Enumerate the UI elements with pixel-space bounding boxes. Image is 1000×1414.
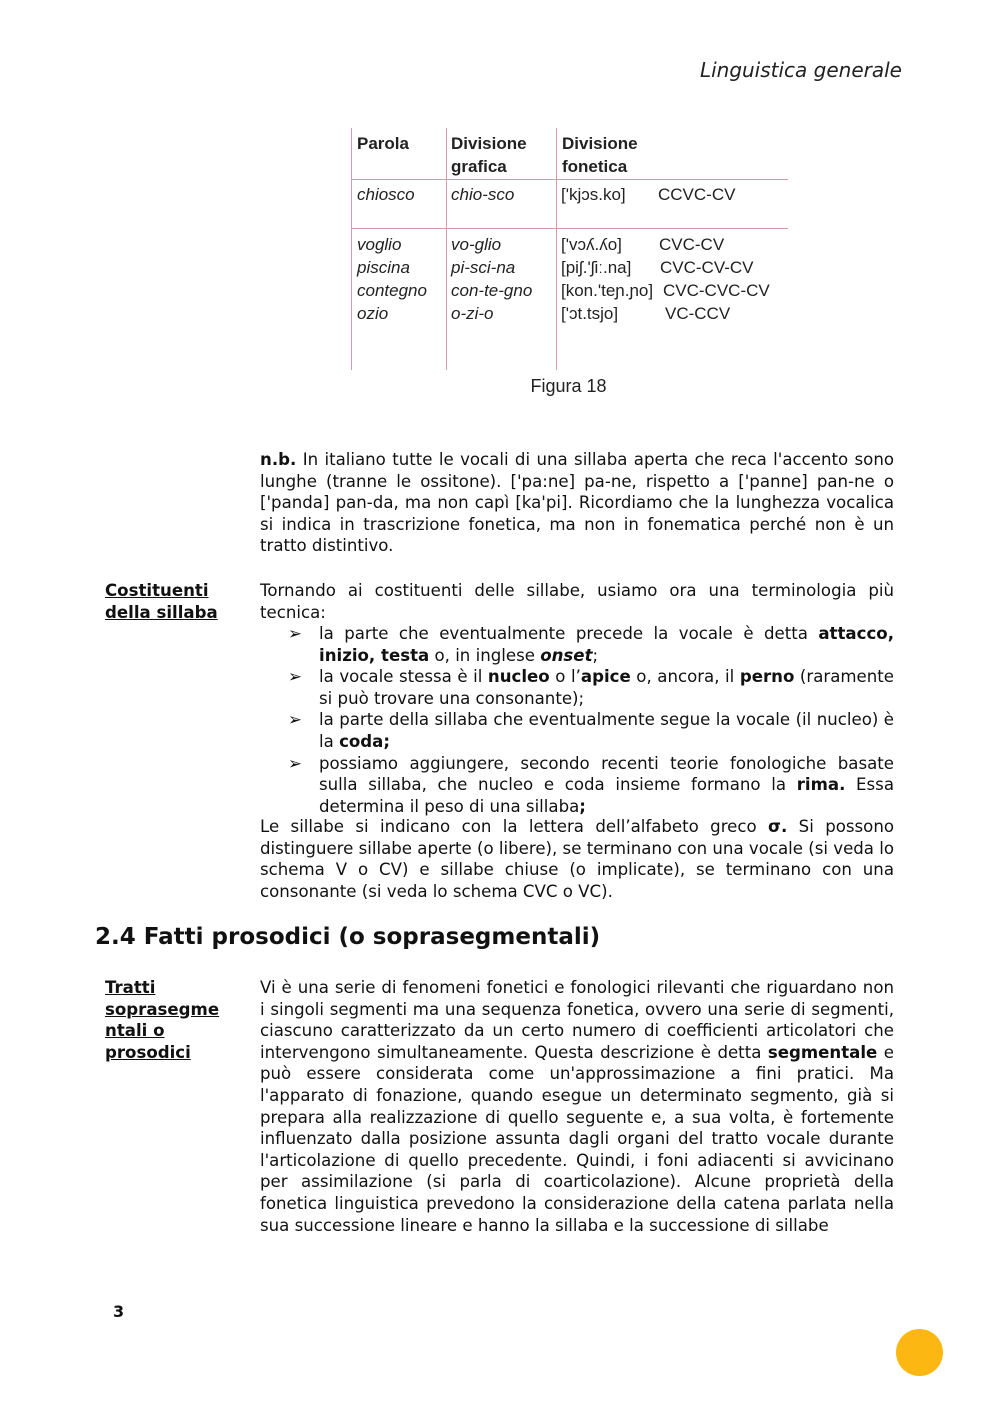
syllable-division-figure [350,128,788,370]
table-divider [556,128,557,370]
list-item: ➢ la parte che eventualmente precede la vocale è detta attacco, inizio, testa o, in inglese onset; [288,624,894,665]
page-number: 3 [113,1302,125,1321]
table-cell-graphic: pi-sci-na [451,258,516,277]
section-paragraph: Vi è una serie di fenomeni fonetici e fonologici rilevanti che riguardano non i singoli segmenti ma una sequenza fonetica, ovvero una serie di segmenti, ciascuno caratterizzato da un certo numero di coefficienti articolatori che intervengono simultaneamente. Questa descrizione è detta segmentale e può essere considerata come un'approssimazione a fini pratici. Ma l'apparato di fonazione, quando esegue un determinato segmento, già si prepara alla realizzazione di quello seguente e, a sua volta, è fortemente influenzato dalla posizione assunta dagli organi del tratto vocale durante l'articolazione di quello precedente. Quindi, i foni adiacenti si avvicinano per assimilazione (si parla di coarticolazione). Alcune proprietà della fonetica linguistica prevedono la considerazione della catena parlata nella sua successione lineare e hanno la sillaba e la successione di sillabe [260,978,895,1235]
table-divider [351,179,788,180]
table-cell-scheme: CCVC-CV [658,185,736,204]
table-divider [351,128,352,370]
list-item: ➢ possiamo aggiungere, secondo recenti teorie fonologiche basate sulla sillaba, che nucleo e coda insieme formano la rima. Essa determina il peso di una sillaba; [288,753,894,816]
header-divisione-grafica: Divisione grafica [451,134,527,176]
header-divisione-fonetica: Divisione fonetica [562,134,638,176]
section-heading: 2.4 Fatti prosodici (o soprasegmentali) [95,924,601,950]
side-label-tratti: Tratti soprasegme ntali o prosodici [105,978,220,1062]
arrow-bullet-icon: ➢ [288,624,302,643]
header-parola: Parola [357,134,409,153]
arrow-bullet-icon: ➢ [288,667,302,687]
table-divider [351,228,788,229]
costituenti-list [260,623,894,817]
table-divider [446,128,447,370]
costituenti-closing: Le sillabe si indicano con la lettera dell’alfabeto greco σ. Si possono distinguere sillabe aperte (o libere), se terminano con una vocale (si veda lo schema V o CV) e sillabe chiuse (o implicate), se terminano con una consonante (si veda lo schema CVC o VC). [260,817,895,901]
table-cell-graphic: vo-glio [451,235,502,254]
running-header: Linguistica generale [699,58,902,82]
figure-caption: Figura 18 [530,376,607,396]
table-cell-graphic: chio-sco [451,185,515,204]
table-cell-phonetic: ['vɔʎ.ʎo] [561,235,622,254]
table-cell-word: voglio [357,235,402,254]
table-cell-graphic: o-zi-o [451,304,494,323]
table-cell-graphic: con-te-gno [451,281,533,300]
table-cell-word: ozio [357,304,389,323]
table-cell-scheme: CVC-CV-CV [660,258,754,277]
list-item: ➢ la parte della sillaba che eventualmente segue la vocale (il nucleo) è la coda; [288,710,894,751]
costituenti-intro: Tornando ai costituenti delle sillabe, usiamo ora una terminologia più tecnica: [260,581,894,622]
table-cell-word: piscina [357,258,410,277]
list-item: ➢ la vocale stessa è il nucleo o l’apice o, ancora, il perno (raramente si può trovare una consonante); [288,667,894,708]
table-cell-phonetic: [kon.'teɲ.ɲo] [561,281,654,300]
side-label-costituenti: Costituenti della sillaba [105,581,218,622]
nb-paragraph: n.b. In italiano tutte le vocali di una sillaba aperta che reca l'accento sono lunghe (tranne le ossitone). ['pa:ne] pa-ne, rispetto a ['panne] pan-ne o ['panda] pan-da, ma non capì [ka'pi]. Ricordiamo che la lunghezza vocalica si indica in trascrizione fonetica, ma non in fonematica perché non è un tratto distintivo. [260,450,894,556]
table-cell-word: contegno [357,281,427,300]
arrow-bullet-icon: ➢ [288,753,302,773]
table-cell-phonetic: [piʃ.'ʃiː.na] [561,258,632,277]
table-cell-scheme: CVC-CV [659,235,725,254]
table-cell-scheme: VC-CCV [665,304,731,323]
table-cell-word: chiosco [357,185,415,204]
table-cell-phonetic: ['ɔt.tsjo] [561,304,619,323]
table-cell-phonetic: ['kjɔs.ko] [561,185,626,204]
arrow-bullet-icon: ➢ [288,710,302,730]
yellow-dot-icon [896,1329,943,1376]
table-cell-scheme: CVC-CVC-CV [663,281,770,300]
